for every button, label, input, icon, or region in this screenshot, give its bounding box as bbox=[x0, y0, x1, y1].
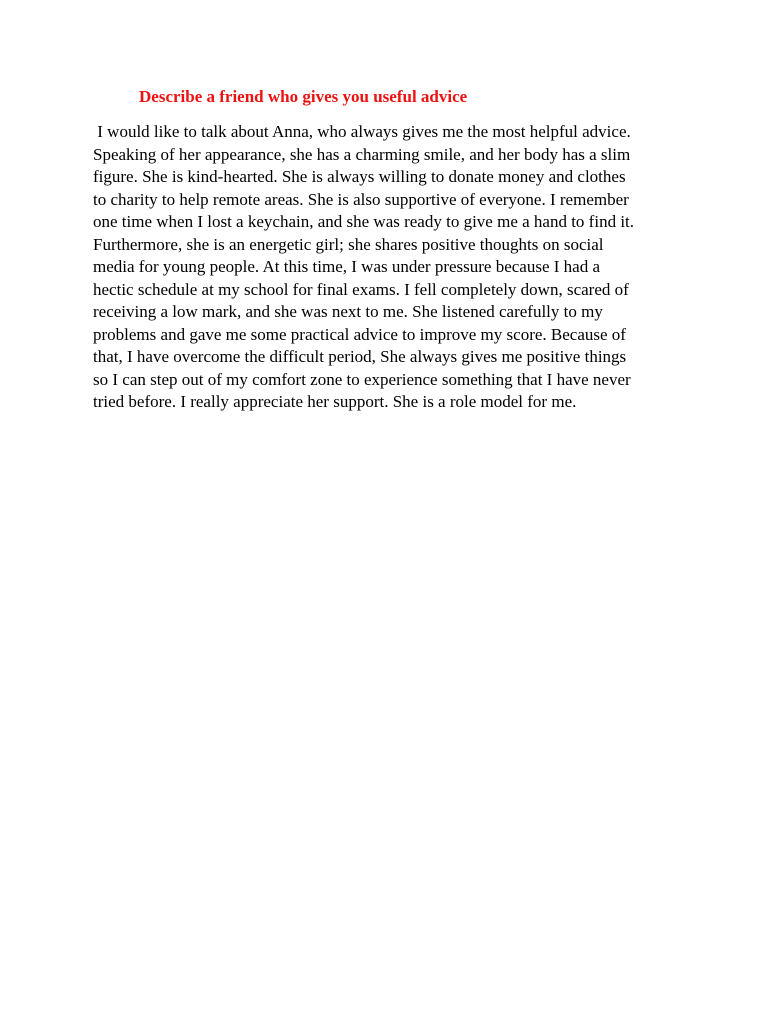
paragraph-line: receiving a low mark, and she was next to me. She listened carefully to my bbox=[93, 302, 603, 321]
paragraph-line: problems and gave me some practical advice to improve my score. Because of bbox=[93, 324, 626, 344]
essay-paragraph bbox=[93, 121, 693, 414]
paragraph-line: media for young people. At this time, I was under pressure because I had a bbox=[93, 257, 601, 276]
paragraph-line: Speaking of her appearance, she has a charming smile, and her body has a slim bbox=[93, 144, 631, 164]
paragraph-line: to charity to help remote areas. She is also supportive of everyone. I remember bbox=[93, 189, 629, 209]
paragraph-line: figure. She is kind-hearted. She is always willing to donate money and clothes bbox=[93, 167, 626, 186]
paragraph-line: tried before. I really appreciate her support. She is a role model for me. bbox=[93, 392, 577, 411]
paragraph-line: hectic schedule at my school for final exams. I fell completely down, scared of bbox=[93, 279, 629, 299]
paragraph-line: so I can step out of my comfort zone to experience something that I have never bbox=[93, 369, 631, 389]
paragraph-line: I would like to talk about Anna, who always gives me the most helpful advice. bbox=[93, 122, 631, 141]
paragraph-line: that, I have overcome the difficult period, She always gives me positive things bbox=[93, 347, 627, 366]
paragraph-line: one time when I lost a keychain, and she was ready to give me a hand to find it. bbox=[93, 212, 635, 231]
paragraph-line: Furthermore, she is an energetic girl; she shares positive thoughts on social bbox=[93, 234, 604, 254]
document-title: Describe a friend who gives you useful advice bbox=[139, 87, 468, 106]
